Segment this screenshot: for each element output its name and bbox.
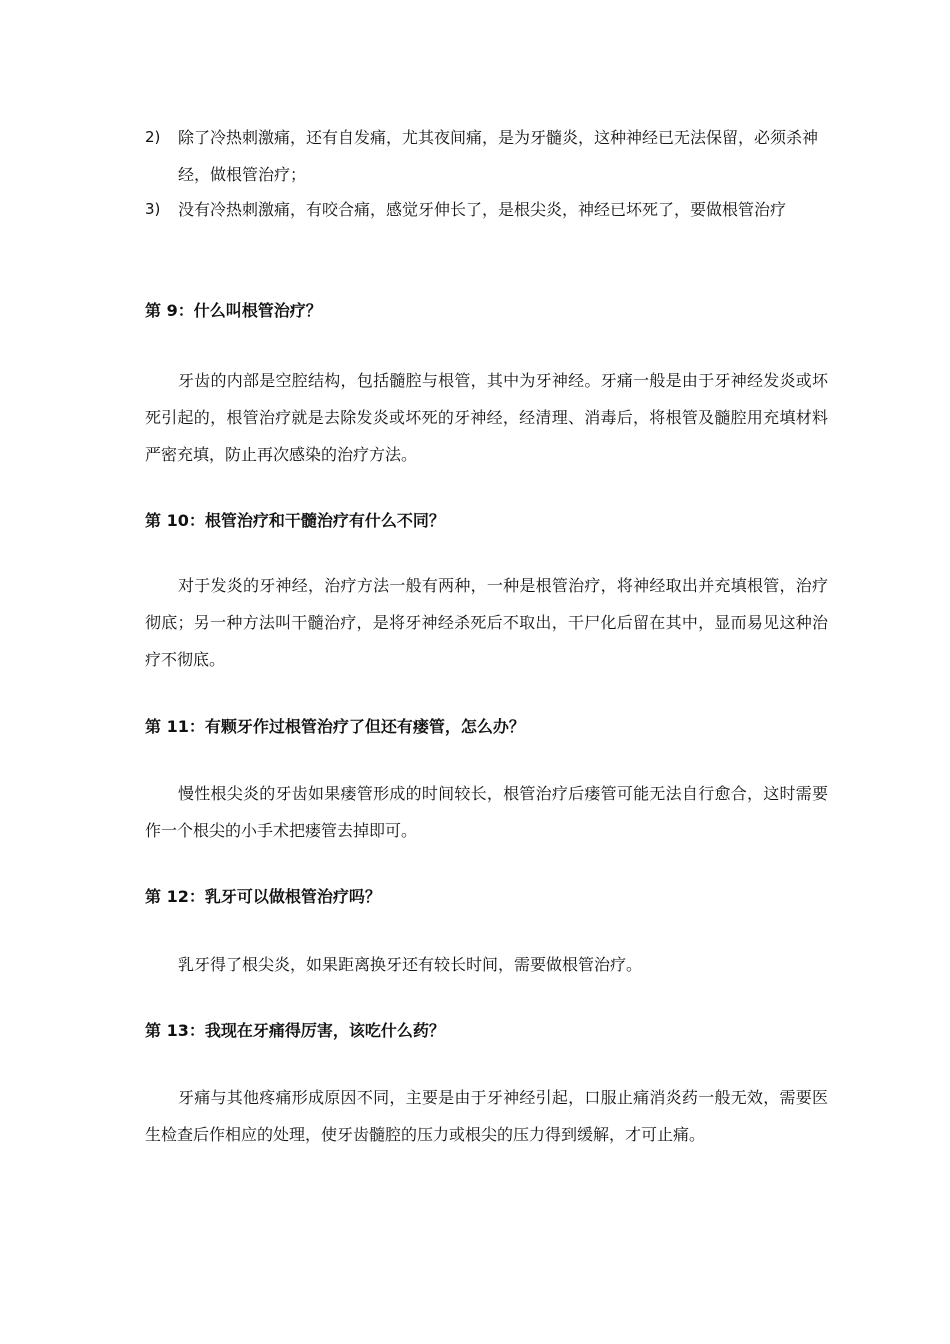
question-heading-12: 第 12：乳牙可以做根管治疗吗？ — [145, 887, 381, 906]
answer-paragraph-10: 对于发炎的牙神经，治疗方法一般有两种，一种是根管治疗，将神经取出并充填根管，治疗彻底；另一种方法叫干髓治疗，是将牙神经杀死后不取出，干尸化后留在其中，显而易见这种治疗不彻底。 — [145, 576, 828, 669]
question-heading-9: 第 9：什么叫根管治疗？ — [145, 301, 322, 320]
answer-paragraph-9: 牙齿的内部是空腔结构，包括髓腔与根管，其中为牙神经。牙痛一般是由于牙神经发炎或坏死引起的，根管治疗就是去除发炎或坏死的牙神经，经清理、消毒后，将根管及髓腔用充填材料严密充填，防止再次感染的治疗方法。 — [145, 371, 828, 464]
question-heading-13: 第 13：我现在牙痛得厉害，该吃什么药？ — [145, 1021, 445, 1040]
list-marker: 3) — [145, 200, 161, 218]
answer-paragraph-11: 慢性根尖炎的牙齿如果瘘管形成的时间较长，根管治疗后瘘管可能无法自行愈合，这时需要作一个根尖的小手术把瘘管去掉即可。 — [145, 784, 828, 840]
answer-paragraph-12: 乳牙得了根尖炎，如果距离换牙还有较长时间，需要做根管治疗。 — [178, 955, 643, 974]
list-item-2 — [145, 119, 825, 193]
list-item-3 — [145, 191, 825, 228]
question-heading-10: 第 10：根管治疗和干髓治疗有什么不同？ — [145, 511, 445, 530]
list-text: 除了冷热刺激痛，还有自发痛，尤其夜间痛，是为牙髓炎，这种神经已无法保留，必须杀神经，做根管治疗； — [178, 128, 819, 184]
question-heading-11: 第 11：有颗牙作过根管治疗了但还有瘘管，怎么办？ — [145, 717, 525, 736]
list-text: 没有冷热刺激痛，有咬合痛，感觉牙伸长了，是根尖炎，神经已坏死了，要做根管治疗 — [178, 200, 787, 219]
list-marker: 2) — [145, 128, 161, 146]
answer-paragraph-13: 牙痛与其他疼痛形成原因不同，主要是由于牙神经引起，口服止痛消炎药一般无效，需要医生检查后作相应的处理，使牙齿髓腔的压力或根尖的压力得到缓解，才可止痛。 — [145, 1088, 828, 1144]
